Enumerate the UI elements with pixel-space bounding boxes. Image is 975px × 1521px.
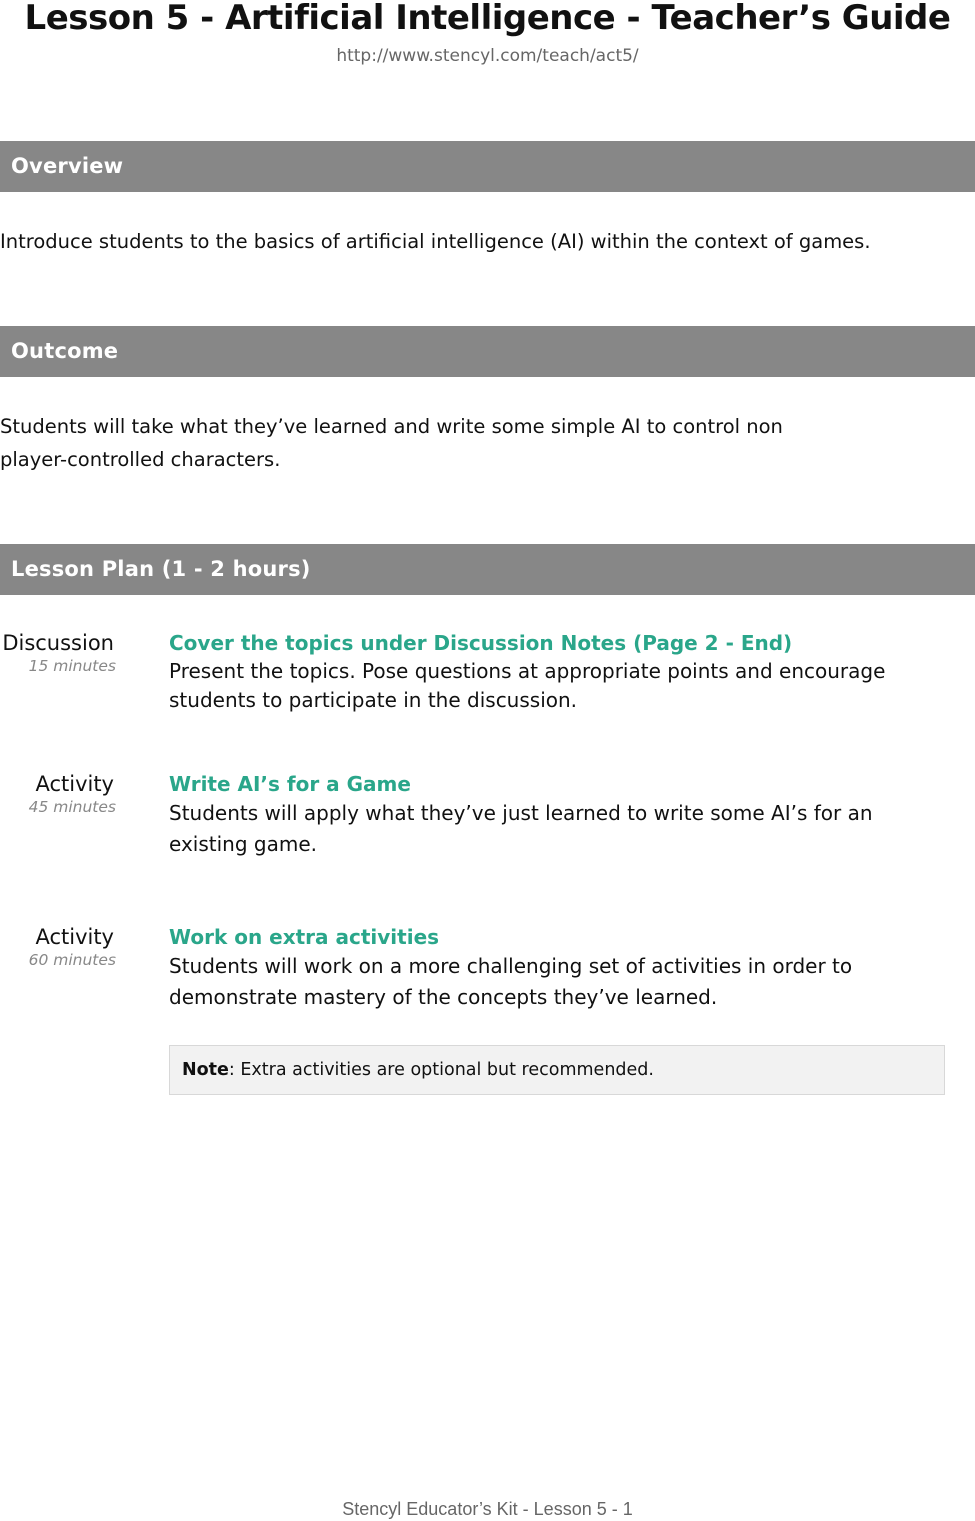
note-text: : Extra activities are optional but recommended. [228, 1060, 654, 1080]
page-title: Lesson 5 - Artificial Intelligence - Teacher’s Guide [24, 0, 951, 38]
plan-item-kind: Activity [35, 925, 114, 949]
outcome-text-line-2: player-controlled characters. [0, 448, 281, 471]
plan-item-description-line-2: demonstrate mastery of the concepts they’ve learned. [169, 985, 718, 1009]
outcome-text [0, 410, 960, 476]
plan-item-duration: 15 minutes [28, 657, 116, 675]
overview-text: Introduce students to the basics of artificial intelligence (AI) within the context of games. [0, 230, 871, 253]
plan-item-description-line-1: Students will apply what they’ve just learned to write some AI’s for an [169, 801, 873, 825]
plan-item-duration: 60 minutes [28, 951, 116, 969]
plan-item-kind: Discussion [2, 631, 114, 655]
outcome-header: Outcome [0, 326, 975, 377]
overview-header: Overview [0, 141, 975, 192]
plan-item-description-line-2: existing game. [169, 832, 317, 856]
plan-item-content [169, 770, 939, 860]
note-label: Note [182, 1060, 229, 1080]
page-footer: Stencyl Educator’s Kit - Lesson 5 - 1 [342, 1499, 633, 1519]
plan-item-description-line-2: students to participate in the discussion. [169, 688, 578, 712]
lesson-plan-header: Lesson Plan (1 - 2 hours) [0, 544, 975, 595]
plan-item-duration: 45 minutes [28, 798, 116, 816]
note-box [169, 1045, 945, 1095]
outcome-text-line-1: Students will take what they’ve learned and write some simple AI to control non [0, 415, 783, 438]
plan-item-heading: Cover the topics under Discussion Notes (Page 2 - End) [169, 631, 793, 655]
plan-item-description-line-1: Present the topics. Pose questions at appropriate points and encourage [169, 659, 886, 683]
plan-item-description-line-1: Students will work on a more challenging set of activities in order to [169, 954, 853, 978]
plan-item-kind: Activity [35, 772, 114, 796]
plan-item-heading: Write AI’s for a Game [169, 772, 411, 796]
plan-item-heading: Work on extra activities [169, 925, 440, 949]
plan-item-content [169, 923, 939, 1013]
plan-item-content [169, 629, 939, 715]
lesson-url[interactable]: http://www.stencyl.com/teach/act5/ [336, 46, 639, 66]
